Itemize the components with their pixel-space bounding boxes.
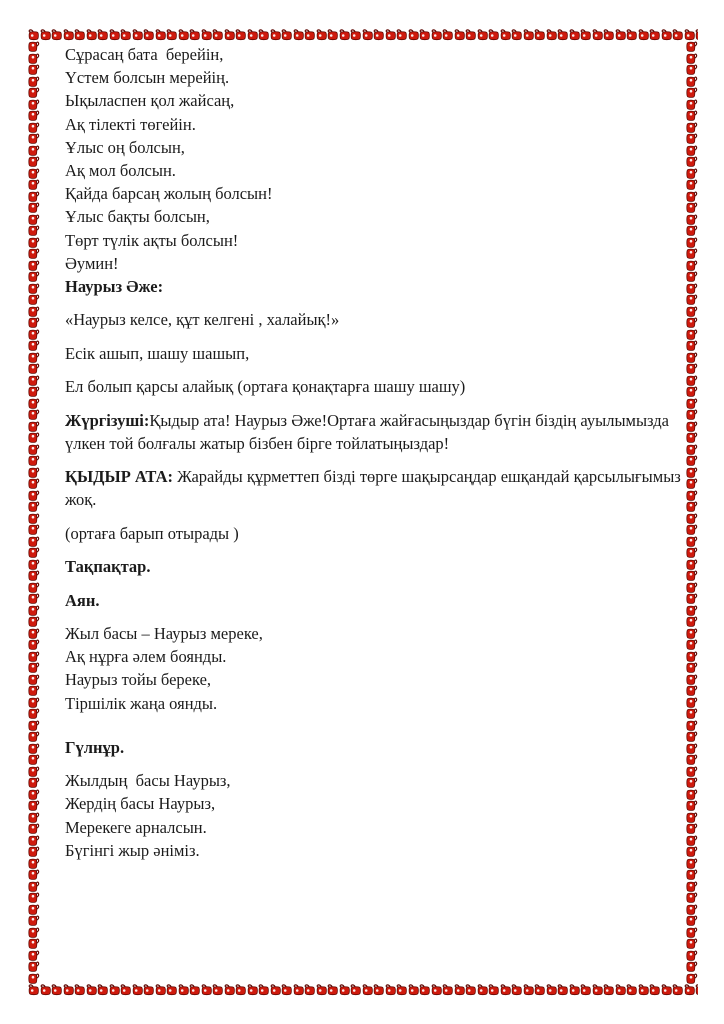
apple-ornament-icon: [28, 501, 40, 513]
apple-ornament-icon: [293, 984, 305, 996]
apple-ornament-icon: [603, 29, 615, 41]
esik-paragraph: Есік ашып, шашу шашып,: [65, 343, 250, 363]
poem-line: Тіршілік жаңа оянды.: [65, 693, 218, 713]
kydyr-ata-text: Жарайды құрметтеп бізді төрге шақырсаңдар ешқандай қарсылығымыз жоқ.: [65, 467, 685, 510]
apple-ornament-icon: [28, 122, 40, 134]
apple-ornament-icon: [132, 984, 144, 996]
apple-ornament-icon: [28, 812, 40, 824]
apple-ornament-icon: [258, 984, 270, 996]
apple-ornament-icon: [28, 329, 40, 341]
poem-line: Ақ тілекті төгейін.: [65, 114, 196, 134]
apple-ornament-icon: [442, 984, 454, 996]
poem-line: Бүгінгі жыр әніміз.: [65, 840, 200, 860]
apple-ornament-icon: [28, 754, 40, 766]
apple-ornament-icon: [534, 984, 546, 996]
apple-ornament-icon: [40, 984, 52, 996]
apple-ornament-icon: [339, 29, 351, 41]
apple-ornament-icon: [155, 29, 167, 41]
apple-ornament-icon: [178, 984, 190, 996]
apple-ornament-icon: [63, 29, 75, 41]
apple-ornament-icon: [28, 64, 40, 76]
apple-ornament-icon: [695, 984, 698, 996]
apple-ornament-icon: [293, 29, 305, 41]
apple-ornament-icon: [686, 927, 698, 939]
apple-ornament-icon: [224, 984, 236, 996]
apple-ornament-icon: [684, 29, 696, 41]
apple-ornament-icon: [350, 29, 362, 41]
apple-ornament-icon: [28, 662, 40, 674]
apple-ornament-icon: [431, 984, 443, 996]
apple-ornament-icon: [28, 294, 40, 306]
apple-ornament-icon: [28, 271, 40, 283]
apple-ornament-icon: [28, 409, 40, 421]
apple-ornament-icon: [672, 29, 684, 41]
apple-ornament-icon: [28, 490, 40, 502]
apple-ornament-icon: [339, 984, 351, 996]
zhurgizushi-paragraph: [65, 409, 695, 455]
poem-line: Ұлыс бақты болсын,: [65, 207, 210, 227]
apple-ornament-icon: [28, 697, 40, 709]
apple-ornament-icon: [247, 984, 259, 996]
bata-poem: [65, 43, 695, 275]
apple-ornament-icon: [28, 53, 40, 65]
apple-ornament-icon: [28, 478, 40, 490]
apple-ornament-icon: [362, 984, 374, 996]
apple-ornament-icon: [28, 777, 40, 789]
apple-ornament-icon: [178, 29, 190, 41]
poem-line: Ықыласпен қол жайсаң,: [65, 91, 235, 111]
poem-line: Ақ нұрға әлем боянды.: [65, 647, 227, 667]
apple-ornament-icon: [28, 789, 40, 801]
apple-ornament-icon: [74, 29, 86, 41]
apple-ornament-icon: [28, 179, 40, 191]
poem-line: Жылдың басы Наурыз,: [65, 771, 231, 791]
poem-line: Ұлыс оң болсын,: [65, 137, 185, 157]
apple-ornament-icon: [28, 76, 40, 88]
apple-ornament-icon: [28, 145, 40, 157]
apple-ornament-icon: [626, 984, 638, 996]
apple-ornament-icon: [28, 938, 40, 950]
apple-ornament-icon: [28, 846, 40, 858]
apple-ornament-icon: [97, 29, 109, 41]
apple-ornament-icon: [28, 225, 40, 237]
apple-ornament-icon: [28, 363, 40, 375]
apple-ornament-icon: [28, 973, 40, 985]
page-border-bottom: [28, 984, 698, 996]
apple-ornament-icon: [695, 29, 698, 41]
apple-ornament-icon: [28, 685, 40, 697]
apple-ornament-icon: [408, 984, 420, 996]
apple-ornament-icon: [235, 29, 247, 41]
apple-ornament-icon: [419, 29, 431, 41]
apple-ornament-icon: [51, 29, 63, 41]
apple-ornament-icon: [327, 29, 339, 41]
apple-ornament-icon: [419, 984, 431, 996]
apple-ornament-icon: [247, 29, 259, 41]
apple-ornament-icon: [28, 398, 40, 410]
apple-ornament-icon: [500, 984, 512, 996]
apple-ornament-icon: [580, 29, 592, 41]
apple-ornament-icon: [97, 984, 109, 996]
apple-ornament-icon: [28, 766, 40, 778]
apple-ornament-icon: [373, 29, 385, 41]
apple-ornament-icon: [686, 950, 698, 962]
apple-ornament-icon: [281, 984, 293, 996]
ayan-heading: Аян.: [65, 590, 100, 610]
apple-ornament-icon: [28, 605, 40, 617]
quote-paragraph: «Наурыз келсе, құт келгені , халайық!»: [65, 310, 340, 330]
apple-ornament-icon: [28, 156, 40, 168]
apple-ornament-icon: [488, 29, 500, 41]
apple-ornament-icon: [28, 950, 40, 962]
apple-ornament-icon: [686, 938, 698, 950]
apple-ornament-icon: [28, 915, 40, 927]
apple-ornament-icon: [155, 984, 167, 996]
apple-ornament-icon: [28, 29, 40, 41]
apple-ornament-icon: [350, 984, 362, 996]
apple-ornament-icon: [281, 29, 293, 41]
apple-ornament-icon: [28, 375, 40, 387]
apple-ornament-icon: [454, 29, 466, 41]
apple-ornament-icon: [28, 835, 40, 847]
apple-ornament-icon: [511, 29, 523, 41]
apple-ornament-icon: [28, 168, 40, 180]
poem-line: Мерекеге арналсын.: [65, 817, 207, 837]
apple-ornament-icon: [201, 984, 213, 996]
apple-ornament-icon: [28, 513, 40, 525]
apple-ornament-icon: [686, 961, 698, 973]
speaker-label-zhurgizushi: Жүргізуші:: [65, 410, 150, 430]
apple-ornament-icon: [661, 29, 673, 41]
apple-ornament-icon: [109, 984, 121, 996]
apple-ornament-icon: [615, 29, 627, 41]
apple-ornament-icon: [477, 984, 489, 996]
apple-ornament-icon: [316, 29, 328, 41]
apple-ornament-icon: [28, 306, 40, 318]
poem-line: Әумин!: [65, 253, 119, 273]
zhurgizushi-text: Қыдыр ата! Наурыз Әже!Ортаға жайғасыңыздар бүгін біздің ауылымызда үлкен той болғалы жатыр бізбен бірге тойлатыңыздар!: [65, 410, 674, 453]
apple-ornament-icon: [442, 29, 454, 41]
apple-ornament-icon: [51, 984, 63, 996]
apple-ornament-icon: [28, 881, 40, 893]
apple-ornament-icon: [28, 858, 40, 870]
apple-ornament-icon: [385, 984, 397, 996]
apple-ornament-icon: [477, 29, 489, 41]
apple-ornament-icon: [28, 869, 40, 881]
apple-ornament-icon: [28, 651, 40, 663]
apple-ornament-icon: [580, 984, 592, 996]
apple-ornament-icon: [28, 892, 40, 904]
apple-ornament-icon: [592, 29, 604, 41]
apple-ornament-icon: [28, 340, 40, 352]
apple-ornament-icon: [28, 421, 40, 433]
apple-ornament-icon: [201, 29, 213, 41]
apple-ornament-icon: [28, 731, 40, 743]
apple-ornament-icon: [28, 570, 40, 582]
apple-ornament-icon: [28, 432, 40, 444]
apple-ornament-icon: [28, 616, 40, 628]
apple-ornament-icon: [546, 29, 558, 41]
apple-ornament-icon: [224, 29, 236, 41]
apple-ornament-icon: [465, 984, 477, 996]
apple-ornament-icon: [638, 984, 650, 996]
apple-ornament-icon: [638, 29, 650, 41]
apple-ornament-icon: [465, 29, 477, 41]
apple-ornament-icon: [603, 984, 615, 996]
gulnur-heading: Гүлнұр.: [65, 737, 125, 757]
page-border-left: [28, 41, 40, 984]
apple-ornament-icon: [28, 536, 40, 548]
apple-ornament-icon: [28, 87, 40, 99]
apple-ornament-icon: [109, 29, 121, 41]
kydyr-ata-paragraph: [65, 465, 695, 511]
apple-ornament-icon: [661, 984, 673, 996]
el-bolyp-paragraph: Ел болып қарсы алайық (ортаға қонақтарға шашу шашу): [65, 377, 466, 397]
apple-ornament-icon: [28, 559, 40, 571]
document-body: [65, 43, 695, 883]
poem-line: Үстем болсын мерейің.: [65, 68, 230, 88]
apple-ornament-icon: [28, 628, 40, 640]
poem-line: Төрт түлік ақты болсын!: [65, 230, 239, 250]
apple-ornament-icon: [684, 984, 696, 996]
apple-ornament-icon: [212, 29, 224, 41]
apple-ornament-icon: [408, 29, 420, 41]
apple-ornament-icon: [557, 984, 569, 996]
apple-ornament-icon: [143, 29, 155, 41]
poem-line: Жыл басы – Наурыз мереке,: [65, 623, 263, 643]
apple-ornament-icon: [373, 984, 385, 996]
apple-ornament-icon: [28, 260, 40, 272]
apple-ornament-icon: [327, 984, 339, 996]
apple-ornament-icon: [28, 984, 40, 996]
poem-line: Наурыз тойы береке,: [65, 670, 212, 690]
apple-ornament-icon: [385, 29, 397, 41]
apple-ornament-icon: [28, 237, 40, 249]
takpaktar-heading: Тақпақтар.: [65, 557, 151, 577]
poem-line: Жердің басы Наурыз,: [65, 794, 216, 814]
apple-ornament-icon: [362, 29, 374, 41]
apple-ornament-icon: [28, 582, 40, 594]
apple-ornament-icon: [488, 984, 500, 996]
apple-ornament-icon: [304, 29, 316, 41]
apple-ornament-icon: [212, 984, 224, 996]
apple-ornament-icon: [28, 317, 40, 329]
apple-ornament-icon: [63, 984, 75, 996]
apple-ornament-icon: [534, 29, 546, 41]
apple-ornament-icon: [189, 984, 201, 996]
apple-ornament-icon: [615, 984, 627, 996]
apple-ornament-icon: [28, 444, 40, 456]
apple-ornament-icon: [28, 593, 40, 605]
apple-ornament-icon: [28, 639, 40, 651]
apple-ornament-icon: [28, 99, 40, 111]
stage-direction: (ортаға барып отырады ): [65, 523, 239, 543]
apple-ornament-icon: [28, 524, 40, 536]
apple-ornament-icon: [28, 823, 40, 835]
apple-ornament-icon: [557, 29, 569, 41]
apple-ornament-icon: [28, 133, 40, 145]
speaker-label-kydyr-ata: ҚЫДЫР АТА:: [65, 467, 173, 487]
apple-ornament-icon: [28, 455, 40, 467]
apple-ornament-icon: [132, 29, 144, 41]
apple-ornament-icon: [396, 29, 408, 41]
apple-ornament-icon: [28, 214, 40, 226]
apple-ornament-icon: [28, 800, 40, 812]
apple-ornament-icon: [511, 984, 523, 996]
apple-ornament-icon: [500, 29, 512, 41]
apple-ornament-icon: [28, 202, 40, 214]
apple-ornament-icon: [523, 984, 535, 996]
apple-ornament-icon: [143, 984, 155, 996]
apple-ornament-icon: [686, 973, 698, 985]
apple-ornament-icon: [316, 984, 328, 996]
ayan-poem: [65, 622, 695, 715]
apple-ornament-icon: [28, 904, 40, 916]
apple-ornament-icon: [28, 41, 40, 53]
apple-ornament-icon: [270, 29, 282, 41]
apple-ornament-icon: [686, 915, 698, 927]
apple-ornament-icon: [166, 29, 178, 41]
apple-ornament-icon: [592, 984, 604, 996]
apple-ornament-icon: [523, 29, 535, 41]
poem-line: Ақ мол болсын.: [65, 161, 176, 181]
apple-ornament-icon: [569, 984, 581, 996]
apple-ornament-icon: [28, 110, 40, 122]
apple-ornament-icon: [546, 984, 558, 996]
apple-ornament-icon: [28, 674, 40, 686]
apple-ornament-icon: [28, 708, 40, 720]
apple-ornament-icon: [270, 984, 282, 996]
speaker-heading-nauryz-azhe: Наурыз Әже:: [65, 277, 164, 297]
apple-ornament-icon: [686, 892, 698, 904]
apple-ornament-icon: [28, 927, 40, 939]
apple-ornament-icon: [28, 352, 40, 364]
apple-ornament-icon: [28, 547, 40, 559]
apple-ornament-icon: [40, 29, 52, 41]
apple-ornament-icon: [28, 386, 40, 398]
apple-ornament-icon: [28, 961, 40, 973]
apple-ornament-icon: [86, 984, 98, 996]
apple-ornament-icon: [166, 984, 178, 996]
page-border-top: [28, 29, 698, 41]
gulnur-poem: [65, 769, 695, 862]
apple-ornament-icon: [258, 29, 270, 41]
apple-ornament-icon: [74, 984, 86, 996]
apple-ornament-icon: [86, 29, 98, 41]
apple-ornament-icon: [28, 283, 40, 295]
apple-ornament-icon: [120, 984, 132, 996]
apple-ornament-icon: [396, 984, 408, 996]
apple-ornament-icon: [28, 248, 40, 260]
apple-ornament-icon: [120, 29, 132, 41]
apple-ornament-icon: [304, 984, 316, 996]
apple-ornament-icon: [672, 984, 684, 996]
apple-ornament-icon: [235, 984, 247, 996]
apple-ornament-icon: [28, 743, 40, 755]
apple-ornament-icon: [28, 467, 40, 479]
apple-ornament-icon: [28, 720, 40, 732]
apple-ornament-icon: [649, 984, 661, 996]
apple-ornament-icon: [686, 904, 698, 916]
poem-line: Қайда барсаң жолың болсын!: [65, 184, 273, 204]
apple-ornament-icon: [569, 29, 581, 41]
apple-ornament-icon: [649, 29, 661, 41]
poem-line: Сұрасаң бата берейін,: [65, 45, 224, 64]
apple-ornament-icon: [431, 29, 443, 41]
apple-ornament-icon: [28, 191, 40, 203]
apple-ornament-icon: [189, 29, 201, 41]
apple-ornament-icon: [454, 984, 466, 996]
apple-ornament-icon: [626, 29, 638, 41]
